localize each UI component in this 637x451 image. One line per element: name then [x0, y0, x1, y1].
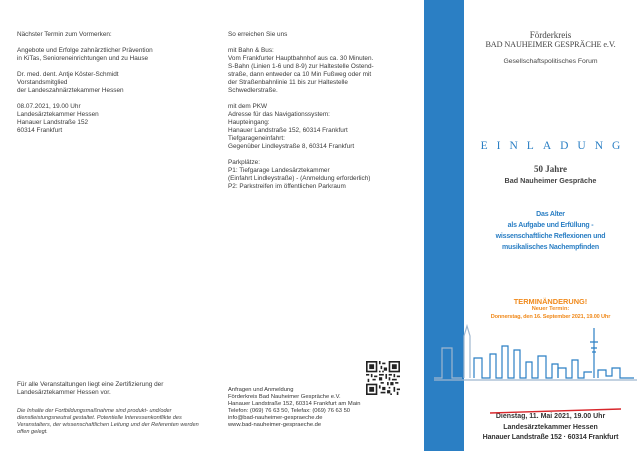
- skyline-illustration: [434, 318, 637, 388]
- org-subtitle: Gesellschaftspolitisches Forum: [503, 58, 598, 65]
- cover-panel: [464, 0, 637, 451]
- disclaimer-note: Die Inhalte der Fortbildungsmaßnahme sind produkt- und/oder dienstleistungsneutral gestaltet. Potentielle Interessenkonflikte des Veranstalters, der wissenschaftlichen Leitung und der Referenten werden offen gelegt.: [17, 407, 199, 435]
- car-text: Adresse für das Navigationssystem: Haupteingang: Hanauer Landstraße 152, 60314 Frankfurt Tiefgarageneinfahrt: Gegenüber Lindleystraße 8, 60314 Frankfurt: [228, 111, 355, 150]
- rail-text: Vom Frankfurter Hauptbahnhof aus ca. 30 Minuten. S-Bahn (Linien 1-6 und 8-9) zur Haltestelle Ostend- straße, dann entweder ca 10 Min Fußweg oder mit der Straßenbahnlinie 11 bis zur Haltestelle Schwedlerstraße.: [228, 55, 374, 94]
- rail-title: mit Bahn & Bus:: [228, 47, 274, 54]
- car-title: mit dem PKW: [228, 103, 268, 110]
- next-event-date-place: 08.07.2021, 19.00 Uhr Landesärztekammer Hessen Hanauer Landstraße 152 60314 Frankfurt: [17, 103, 99, 134]
- next-event-heading: Nächster Termin zum Vormerken:: [17, 31, 112, 38]
- certification-note: Für alle Veranstaltungen liegt eine Zertifizierung der Landesärztekammer Hessen vor.: [17, 381, 164, 396]
- venue-address: Hanauer Landstraße 152 · 60314 Frankfurt: [482, 434, 619, 441]
- anniversary-name: Bad Nauheimer Gespräche: [504, 176, 597, 185]
- strikethrough-mark: [490, 407, 621, 415]
- anniversary-years: 50 Jahre: [533, 164, 568, 174]
- directions-heading: So erreichen Sie uns: [228, 31, 288, 38]
- qr-code-icon[interactable]: [366, 361, 400, 395]
- left-panel: [17, 0, 202, 451]
- next-event-topic: Angebote und Erfolge zahnärztlicher Prävention in KiTas, Senioreneinrichtungen und zu Hause: [17, 47, 153, 62]
- parking-text: P1: Tiefgarage Landesärztekammer (Einfahrt Lindleystraße) - (Anmeldung erforderlich) P2: Parkstreifen im öffentlichen Parkraum: [228, 167, 371, 190]
- date-change-subtitle: Neuer Termin:: [531, 306, 570, 312]
- date-change-title: TERMINÄNDERUNG!: [513, 297, 588, 306]
- org-name-line1: Förderkreis: [529, 30, 572, 40]
- registration-contact: Anfragen und Anmeldung Förderkreis Bad Nauheimer Gespräche e.V. Hanauer Landstraße 152, 60314 Frankfurt am Main Telefon: (069) 76 63 50, Telefax: (069) 76 63 50 info@bad-nauheimer-gespraeche.de www.bad-nauheimer-gespraeche.de: [228, 387, 361, 428]
- new-date: Donnerstag, den 16. September 2021, 19.00 Uhr: [490, 314, 611, 320]
- old-date: Dienstag, 11. Mai 2021, 19.00 Uhr: [495, 413, 606, 420]
- org-name-line2: BAD NAUHEIMER GESPRÄCHE e.V.: [485, 40, 616, 49]
- invitation-title: EINLADUNG: [480, 140, 630, 152]
- event-topic: Das Alter als Aufgabe und Erfüllung - wissenschaftliche Reflexionen und musikalisches Nachempfinden: [495, 211, 606, 251]
- parking-title: Parkplätze:: [228, 159, 260, 166]
- venue-name: Landesärztekammer Hessen: [503, 424, 598, 431]
- next-event-speaker: Dr. med. dent. Antje Köster-Schmidt Vorstandsmitglied der Landeszahnärztekammer Hessen: [17, 71, 124, 94]
